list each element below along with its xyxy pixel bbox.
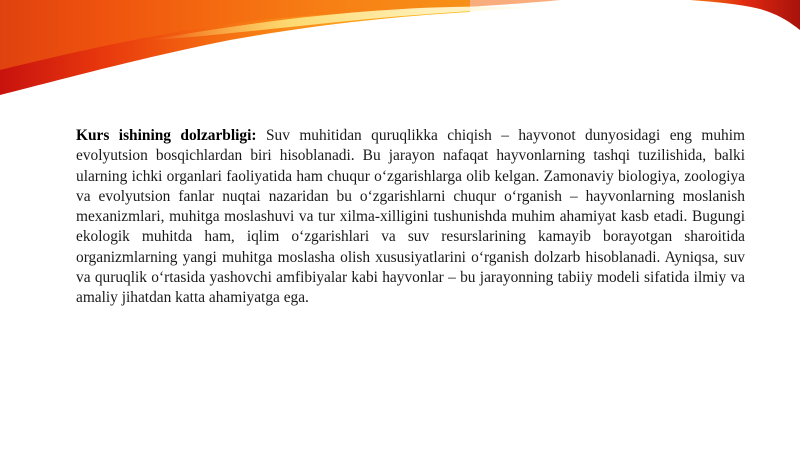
lead-label: Kurs ishining dolzarbligi: bbox=[76, 127, 257, 144]
body-text: Suv muhitidan quruqlikka chiqish – hayvonot dunyosidagi eng muhim evolyutsion bosqichlardan biri hisoblanadi. Bu jarayon nafaqat hayvonlarning tashqi tuzilishida, balki ularning ichki organlari faoliyatida ham chuqur o‘zgarishlarga olib kelgan. Zamonaviy biologiya, zoologiya va evolyutsion fanlar nuqtai nazaridan bu o‘zgarishlarni chuqur o‘rganish – hayvonlarning moslanish mexanizmlari, muhitga moslashuvi va tur xilma-xilligini tushunishda muhim ahamiyat kasb etadi. Bugungi ekologik muhitda ham, iqlim o‘zgarishlari va suv resurslarining kamayib borayotgan sharoitida organizmlarning yangi muhitga moslasha olish xususiyatlarini o‘rganish dolzarb hisoblanadi. Ayniqsa, suv va quruqlik o‘rtasida yashovchi amfibiyalar kabi hayvonlar – bu jarayonning tabiiy modeli sifatida ilmiy va amaliy jihatdan katta ahamiyatga ega. bbox=[76, 127, 745, 307]
header-wave-decoration bbox=[0, 0, 800, 110]
wave-right bbox=[690, 0, 800, 30]
body-paragraph bbox=[76, 126, 745, 309]
